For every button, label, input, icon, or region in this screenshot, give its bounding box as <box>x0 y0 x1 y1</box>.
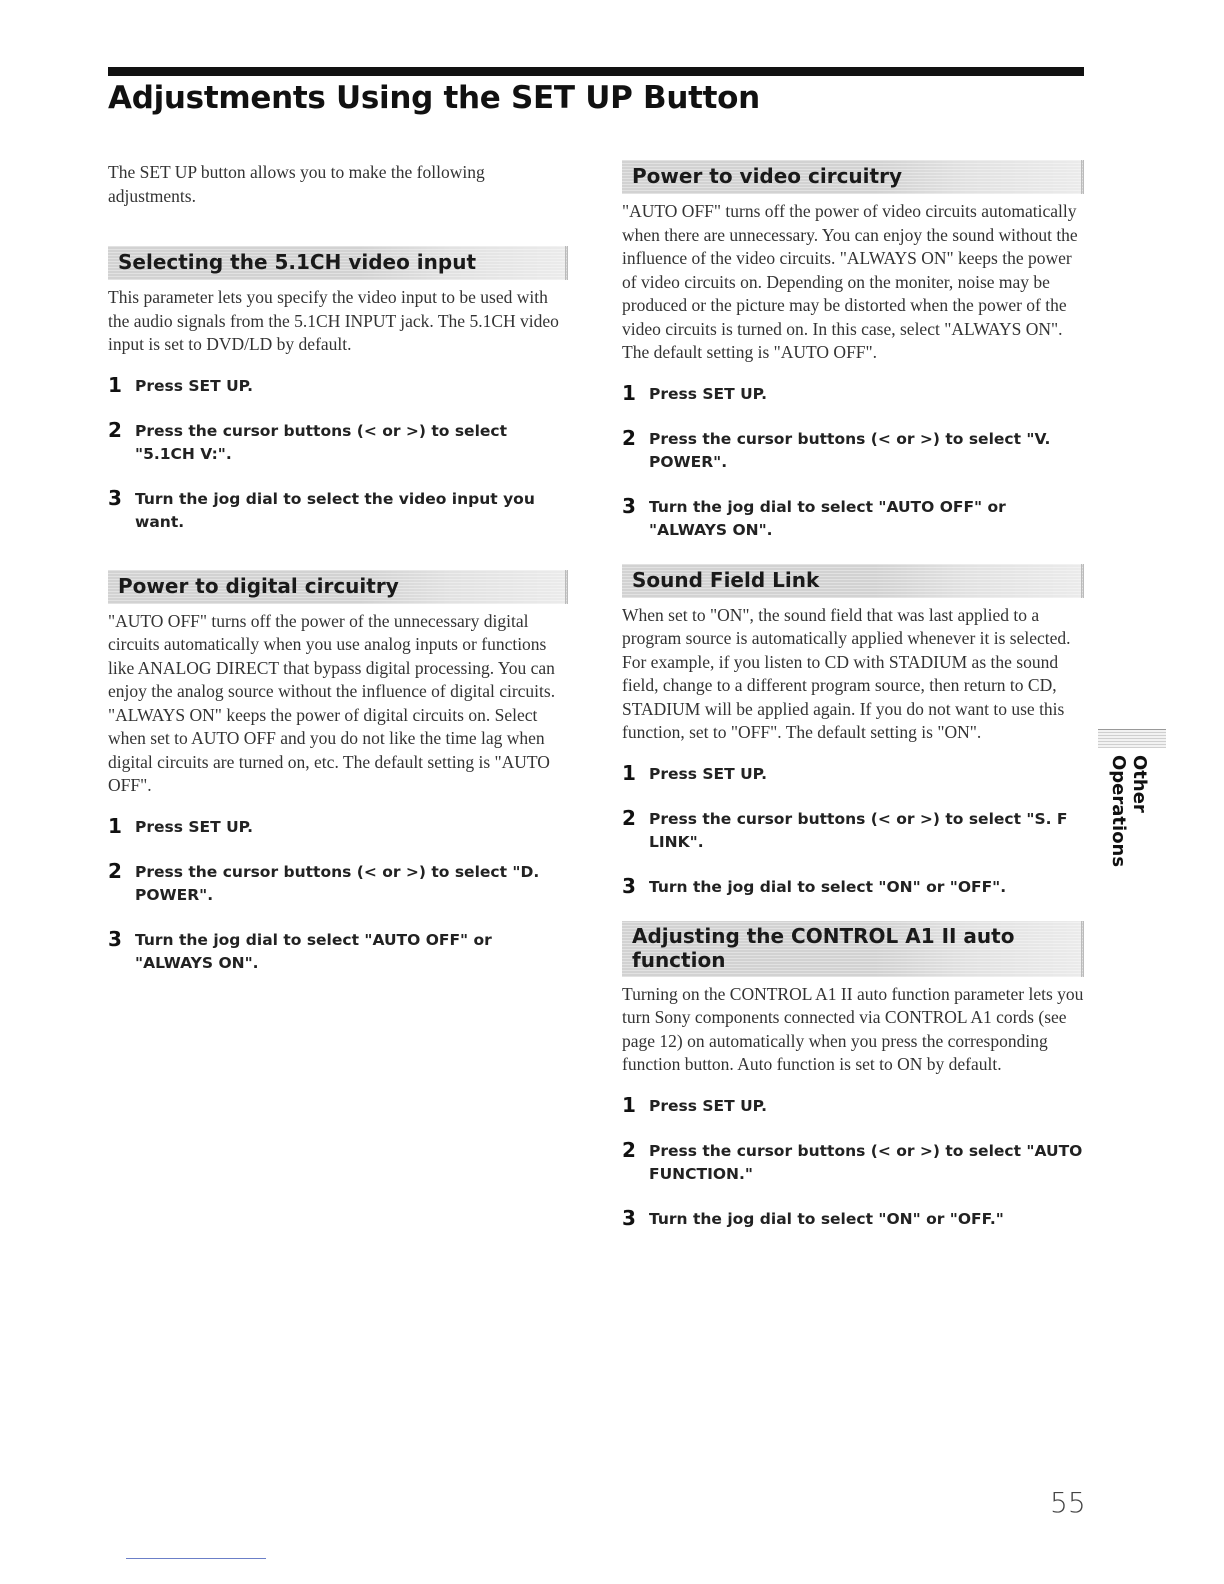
step-number: 1 <box>108 372 122 397</box>
step-number: 2 <box>622 425 636 450</box>
step-text: Press SET UP. <box>649 384 768 403</box>
section-5-1ch-video-input <box>108 246 568 534</box>
section-power-video-circuitry <box>622 160 1084 542</box>
section-body: When set to "ON", the sound field that was last applied to a program source is automatically applied whenever it is selected. For example, if you listen to CD with STADIUM as the sound field, change to a different program source, then return to CD, STADIUM will be applied again. If you do not want to use this function, set to "OFF". The default setting is "ON". <box>622 604 1071 742</box>
section-heading: Adjusting the CONTROL A1 II auto function <box>622 921 1084 977</box>
step-item <box>622 380 1084 406</box>
section-body: "AUTO OFF" turns off the power of the unnecessary digital circuits automatically when you use analog inputs or functions like ANALOG DIRECT that bypass digital processing. You can enjoy the analog source without the influence of digital circuits. "ALWAYS ON" keeps the power of digital circuits on. Select when set to AUTO OFF and you do not like the time lag when digital circuits are turned on, etc. The default setting is "AUTO OFF". <box>108 610 556 795</box>
section-heading: Selecting the 5.1CH video input <box>108 246 568 280</box>
step-number: 3 <box>108 926 122 951</box>
step-number: 3 <box>622 873 636 898</box>
section-control-a1-auto-function <box>622 921 1084 1231</box>
step-text: Turn the jog dial to select "ON" or "OFF." <box>649 1209 1004 1228</box>
section-heading: Sound Field Link <box>622 564 1084 598</box>
page-number: 55 <box>1050 1486 1086 1519</box>
step-number: 2 <box>108 858 122 883</box>
step-number: 2 <box>622 805 636 830</box>
top-rule <box>108 67 1084 76</box>
side-tab-marker <box>1098 729 1166 748</box>
section-body: Turning on the CONTROL A1 II auto function parameter lets you turn Sony components connected via CONTROL A1 cords (see page 12) on automatically when you press the corresponding function button. Auto function is set to ON by default. <box>622 983 1084 1074</box>
step-number: 3 <box>108 485 122 510</box>
page-title: Adjustments Using the SET UP Button <box>108 80 760 116</box>
step-number: 1 <box>622 760 636 785</box>
step-text: Press SET UP. <box>649 764 768 783</box>
intro-text: The SET UP button allows you to make the following adjustments. <box>108 162 485 206</box>
step-item <box>108 485 568 534</box>
section-body: This parameter lets you specify the video input to be used with the audio signals from the 5.1CH INPUT jack. The 5.1CH video input is set to DVD/LD by default. <box>108 287 559 354</box>
step-item <box>622 1092 1084 1118</box>
right-column <box>622 160 1084 1253</box>
step-list <box>622 1092 1084 1231</box>
step-number: 3 <box>622 493 636 518</box>
step-list <box>622 380 1084 542</box>
step-text: Press the cursor buttons (< or >) to select "AUTO FUNCTION." <box>649 1141 1083 1183</box>
step-item <box>108 417 568 466</box>
step-text: Press the cursor buttons (< or >) to select "D. POWER". <box>135 862 540 904</box>
section-sound-field-link <box>622 564 1084 899</box>
step-number: 1 <box>622 380 636 405</box>
step-number: 1 <box>108 813 122 838</box>
step-item <box>108 813 568 839</box>
step-number: 1 <box>622 1092 636 1117</box>
step-item <box>622 1137 1084 1186</box>
step-text: Turn the jog dial to select "ON" or "OFF". <box>649 877 1007 896</box>
step-text: Press the cursor buttons (< or >) to select "V. POWER". <box>649 429 1051 471</box>
step-text: Press the cursor buttons (< or >) to select "5.1CH V:". <box>135 421 507 463</box>
step-text: Press SET UP. <box>649 1096 768 1115</box>
step-item <box>622 805 1084 854</box>
step-list <box>108 372 568 534</box>
step-item <box>108 926 568 975</box>
section-heading: Power to digital circuitry <box>108 570 568 604</box>
left-column <box>108 160 568 997</box>
step-number: 2 <box>108 417 122 442</box>
step-item <box>108 858 568 907</box>
step-text: Turn the jog dial to select the video input you want. <box>135 489 535 531</box>
step-text: Press the cursor buttons (< or >) to select "S. F LINK". <box>649 809 1068 851</box>
step-item <box>622 873 1084 899</box>
step-item <box>622 493 1084 542</box>
step-item <box>108 372 568 398</box>
step-text: Press SET UP. <box>135 376 254 395</box>
step-number: 2 <box>622 1137 636 1162</box>
bottom-rule <box>126 1558 266 1559</box>
step-item <box>622 425 1084 474</box>
step-text: Turn the jog dial to select "AUTO OFF" or "ALWAYS ON". <box>135 930 492 972</box>
section-heading: Power to video circuitry <box>622 160 1084 194</box>
section-power-digital-circuitry <box>108 570 568 975</box>
step-number: 3 <box>622 1205 636 1230</box>
step-list <box>108 813 568 975</box>
step-item <box>622 1205 1084 1231</box>
side-tab-label: Other Operations <box>1108 755 1150 868</box>
step-text: Press SET UP. <box>135 817 254 836</box>
step-text: Turn the jog dial to select "AUTO OFF" or "ALWAYS ON". <box>649 497 1006 539</box>
section-body: "AUTO OFF" turns off the power of video circuits automatically when there are unnecessary. You can enjoy the sound without the influence of the video circuits. "ALWAYS ON" keeps the power of video circuits on. Depending on the moniter, noise may be produced or the picture may be distorted when the power of the video circuits is turned on. In this case, select "ALWAYS ON". The default setting is "AUTO OFF". <box>622 201 1078 362</box>
step-item <box>622 760 1084 786</box>
step-list <box>622 760 1084 899</box>
